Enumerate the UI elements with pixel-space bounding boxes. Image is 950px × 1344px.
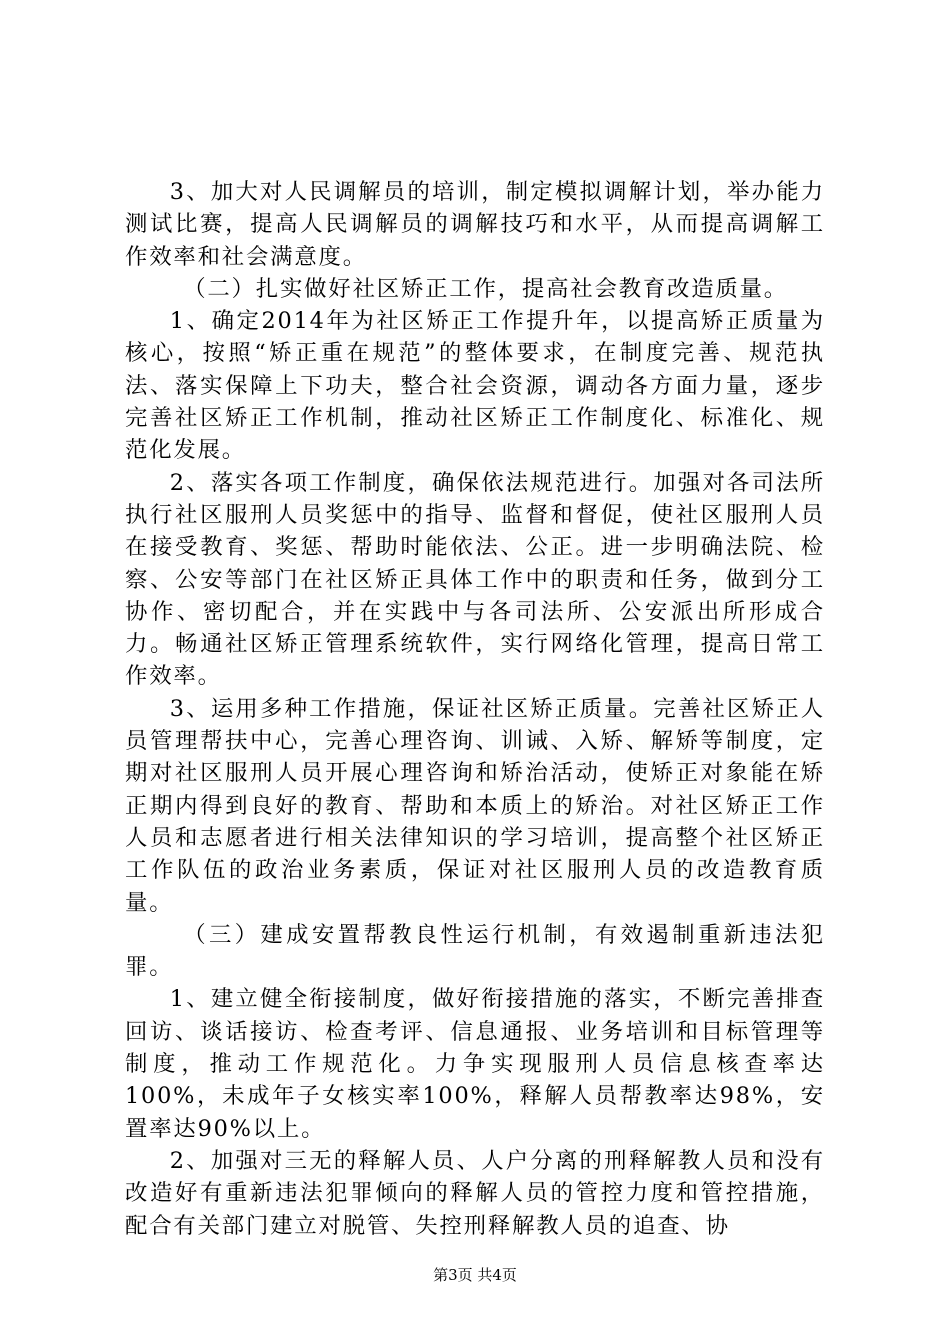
- section-heading: （三）建成安置帮教良性运行机制，有效遏制重新违法犯罪。: [125, 921, 825, 981]
- paragraph-item: 3、运用多种工作措施，保证社区矫正质量。完善社区矫正人员管理帮扶中心，完善心理咨询、训诫、入矫、解矫等制度，定期对社区服刑人员开展心理咨询和矫治活动，使矫正对象能在矫正期内得到良好的教育、帮助和本质上的矫治。对社区矫正工作人员和志愿者进行相关法律知识的学习培训，提高整个社区矫正工作队伍的政治业务素质，保证对社区服刑人员的改造教育质量。: [125, 695, 825, 916]
- section-heading: （二）扎实做好社区矫正工作，提高社会教育改造质量。: [183, 275, 788, 302]
- document-body: [125, 176, 825, 1242]
- paragraph-item: 2、加强对三无的释解人员、人户分离的刑释解教人员和没有改造好有重新违法犯罪倾向的释解人员的管控力度和管控措施，配合有关部门建立对脱管、失控刑释解教人员的追查、协: [125, 1147, 825, 1239]
- paragraph-item: 3、加大对人民调解员的培训，制定模拟调解计划，举办能力测试比赛，提高人民调解员的调解技巧和水平，从而提高调解工作效率和社会满意度。: [125, 179, 825, 270]
- page-footer: 第3页 共4页: [433, 1266, 517, 1284]
- paragraph-item: 1、确定2014年为社区矫正工作提升年，以提高矫正质量为核心，按照“矫正重在规范”的整体要求，在制度完善、规范执法、落实保障上下功夫，整合社会资源，调动各方面力量，逐步完善社区矫正工作机制，推动社区矫正工作制度化、标准化、规范化发展。: [125, 308, 825, 464]
- paragraph-item: 1、建立健全衔接制度，做好衔接措施的落实，不断完善排查回访、谈话接访、检查考评、信息通报、业务培训和目标管理等制度，推动工作规范化。力争实现服刑人员信息核查率达100%，未成年子女核实率100%，释解人员帮教率达98%，安置率达90%以上。: [125, 986, 825, 1142]
- paragraph-item: 2、落实各项工作制度，确保依法规范进行。加强对各司法所执行社区服刑人员奖惩中的指导、监督和督促，使社区服刑人员在接受教育、奖惩、帮助时能依法、公正。进一步明确法院、检察、公安等部门在社区矫正具体工作中的职责和任务，做到分工协作、密切配合，并在实践中与各司法所、公安派出所形成合力。畅通社区矫正管理系统软件，实行网络化管理，提高日常工作效率。: [125, 469, 825, 690]
